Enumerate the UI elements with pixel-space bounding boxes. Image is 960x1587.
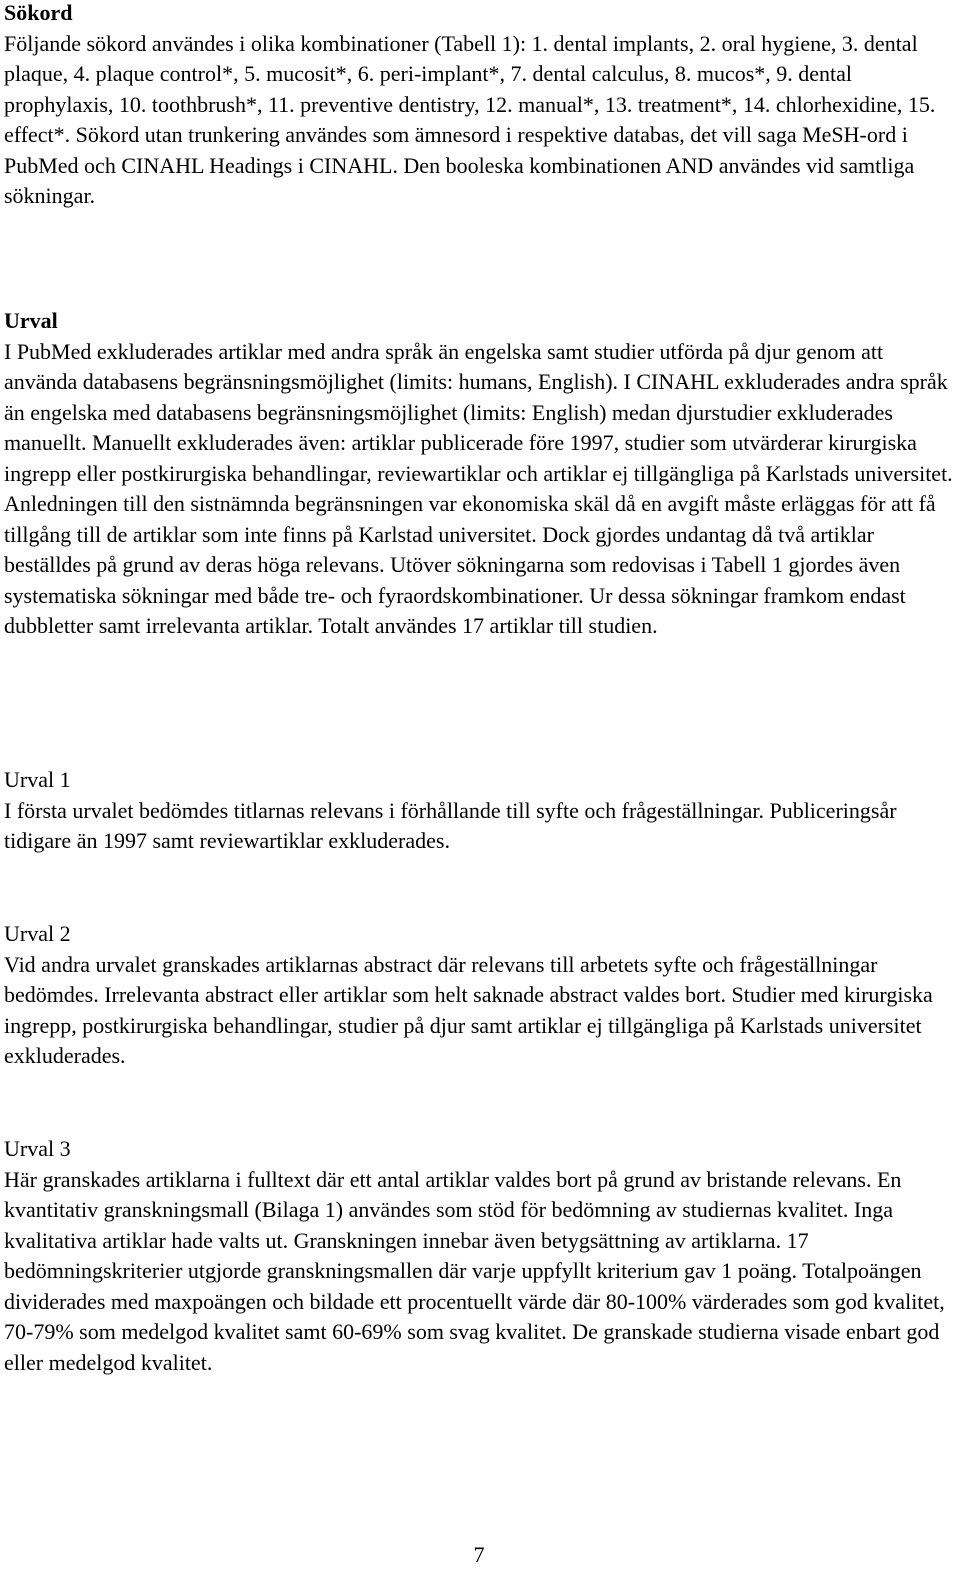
section-body-urval-3: Här granskades artiklarna i fulltext där ett antal artiklar valdes bort på grund av bristande relevans. En kvantitativ granskningsmall (Bilaga 1) användes som stöd för bedömning av studiernas kvalitet. Inga kvalitativa artiklar hade valts ut. Granskningen innebar även betygsättning av artiklarna. 17 bedömningskriterier utgjorde granskningsmallen där varje uppfyllt kriterium gav 1 poäng. Totalpoängen dividerades med maxpoängen och bildade ett procentuellt värde där 80-100% värderades som god kvalitet, 70-79% som medelgod kvalitet samt 60-69% som svag kvalitet. De granskade studierna visade enbart god eller medelgod kvalitet. — [4, 1166, 945, 1375]
section-urval-3 — [4, 1134, 954, 1378]
section-heading-urval: Urval — [4, 308, 58, 333]
section-body-urval-1: I första urvalet bedömdes titlarnas relevans i förhållande till syfte och frågeställningar. Publiceringsår tidigare än 1997 samt reviewartiklar exkluderades. — [4, 797, 897, 853]
section-body-urval: I PubMed exkluderades artiklar med andra språk än engelska samt studier utförda på djur genom att använda databasens begränsningsmöjlighet (limits: humans, English). I CINAHL exkluderades andra språk än engelska med databasens begränsningsmöjlighet (limits: English) medan djurstudier exkluderades manuellt. Manuellt exkluderades även: artiklar publicerade före 1997, studier som utvärderar kirurgiska ingrepp eller postkirurgiska behandlingar, reviewartiklar och artiklar ej tillgängliga på Karlstads universitet. Anledningen till den sistnämnda begränsningen var ekonomiska skäl då en avgift måste erläggas för att få tillgång till de artiklar som inte finns på Karlstad universitet. Dock gjordes undantag då två artiklar beställdes på grund av deras höga relevans. Utöver sökningarna som redovisas i Tabell 1 gjordes även systematiska sökningar med både tre- och fyraordskombinationer. Ur dessa sökningar framkom endast dubbletter samt irrelevanta artiklar. Totalt användes 17 artiklar till studien. — [4, 338, 953, 638]
page-number: 7 — [473, 1542, 485, 1567]
section-body-urval-2: Vid andra urvalet granskades artiklarnas abstract där relevans till arbetets syfte och frågeställningar bedömdes. Irrelevanta abstract eller artiklar som helt saknade abstract valdes bort. Studier med kirurgiska ingrepp, postkirurgiska behandlingar, studier på djur samt artiklar ej tillgängliga på Karlstads universitet exkluderades. — [4, 951, 933, 1068]
section-urval — [4, 306, 954, 642]
section-sokord — [4, 0, 954, 212]
section-body-sokord: Följande sökord användes i olika kombinationer (Tabell 1): 1. dental implants, 2. oral hygiene, 3. dental plaque, 4. plaque control*, 5. mucosit*, 6. peri-implant*, 7. dental calculus, 8. mucos*, 9. dental prophylaxis, 10. toothbrush*, 11. preventive dentistry, 12. manual*, 13. treatment*, 14. chlorhexidine, 15. effect*. Sökord utan trunkering användes som ämnesord i respektive databas, det vill saga MeSH-ord i PubMed och CINAHL Headings i CINAHL. Den booleska kombinationen AND användes vid samtliga sökningar. — [4, 30, 936, 208]
section-heading-urval-1: Urval 1 — [4, 767, 71, 792]
section-urval-2 — [4, 919, 954, 1072]
section-heading-sokord: Sökord — [4, 0, 73, 25]
section-heading-urval-3: Urval 3 — [4, 1136, 71, 1161]
section-heading-urval-2: Urval 2 — [4, 921, 71, 946]
section-urval-1 — [4, 765, 954, 857]
